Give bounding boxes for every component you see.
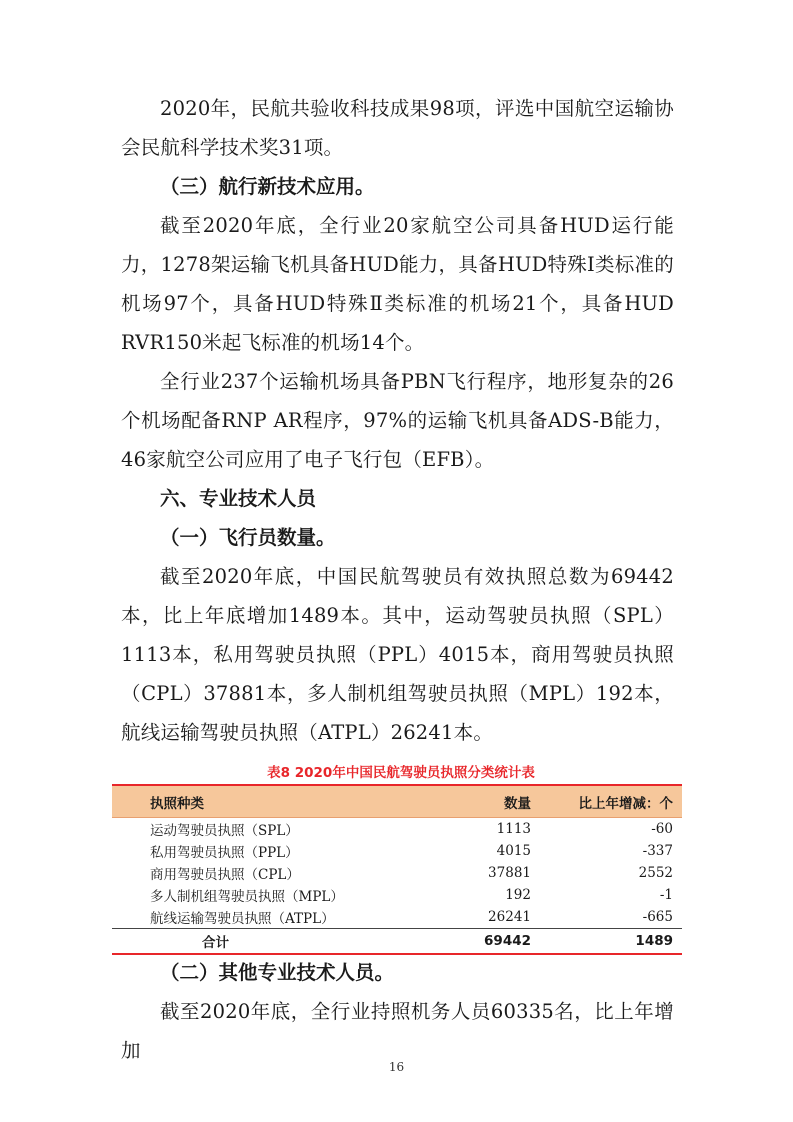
- cell-change: 2552: [638, 865, 673, 881]
- table-total-row: [112, 929, 682, 955]
- cell-change: -1: [659, 887, 673, 903]
- cell-change: -337: [642, 843, 673, 859]
- cell-change: -665: [642, 909, 673, 925]
- header-license-type: 执照种类: [112, 785, 375, 818]
- paragraph-hud: 截至2020年底，全行业20家航空公司具备HUD运行能力，1278架运输飞机具备HUD能力，具备HUD特殊Ⅰ类标准的机场97个，具备HUD特殊Ⅱ类标准的机场21个，具备HUD RVR150米起飞标准的机场14个。: [121, 214, 674, 354]
- cell-license-type: 航线运输驾驶员执照（ATPL）: [150, 911, 335, 927]
- heading-pilots: （一）飞行员数量。: [160, 526, 336, 549]
- cell-license-type: 多人制机组驾驶员执照（MPL）: [150, 889, 344, 905]
- cell-change: -60: [651, 821, 673, 837]
- heading-nav-tech: （三）航行新技术应用。: [160, 175, 375, 198]
- license-stats-table: [112, 784, 682, 955]
- cell-license-type: 商用驾驶员执照（CPL）: [150, 867, 300, 883]
- paragraph-pilot-licenses: 截至2020年底，中国民航驾驶员有效执照总数为69442本，比上年底增加1489本。其中，运动驾驶员执照（SPL）1113本，私用驾驶员执照（PPL）4015本，商用驾驶员执照（CPL）37881本，多人制机组驾驶员执照（MPL）192本，航线运输驾驶员执照（ATPL）26241本。: [121, 565, 674, 744]
- table-row: [112, 906, 682, 929]
- table-row: [112, 862, 682, 884]
- paragraph-tech-results: 2020年，民航共验收科技成果98项，评选中国航空运输协会民航科学技术奖31项。: [121, 97, 674, 159]
- table-row: [112, 818, 682, 841]
- cell-count: 1113: [496, 821, 531, 837]
- cell-total-label: 合计: [112, 929, 375, 955]
- heading-other-staff: （二）其他专业技术人员。: [160, 961, 395, 984]
- paragraph-pbn: 全行业237个运输机场具备PBN飞行程序，地形复杂的26个机场配备RNP AR程序，97%的运输飞机具备ADS-B能力，46家航空公司应用了电子飞行包（EFB）。: [121, 370, 674, 471]
- cell-total-count: 69442: [375, 929, 537, 955]
- cell-count: 26241: [488, 909, 531, 925]
- cell-count: 192: [505, 887, 531, 903]
- cell-count: 4015: [496, 843, 531, 859]
- cell-license-type: 运动驾驶员执照（SPL）: [150, 823, 299, 839]
- heading-section-6: 六、专业技术人员: [160, 487, 317, 510]
- page-number: 16: [388, 1060, 405, 1074]
- table-row: [112, 884, 682, 906]
- cell-count: 37881: [488, 865, 531, 881]
- header-change: 比上年增减：个: [537, 785, 682, 818]
- header-count: 数量: [375, 785, 537, 818]
- paragraph-maintenance-staff: 截至2020年底，全行业持照机务人员60335名，比上年增加: [121, 1000, 674, 1062]
- table-row: [112, 840, 682, 862]
- cell-license-type: 私用驾驶员执照（PPL）: [150, 845, 299, 861]
- table-caption: 表8 2020年中国民航驾驶员执照分类统计表: [267, 765, 535, 781]
- table-header-row: [112, 785, 682, 818]
- cell-total-change: 1489: [537, 929, 682, 955]
